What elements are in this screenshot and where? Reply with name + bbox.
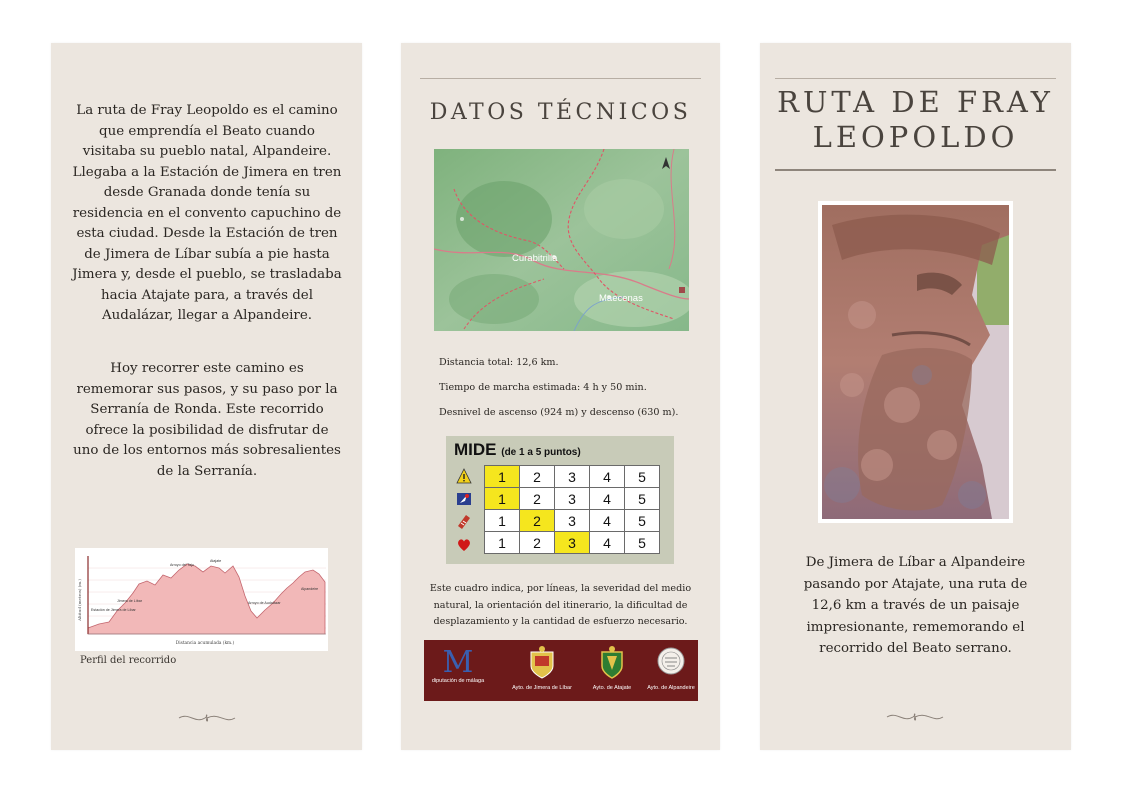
profile-place-label: Arroyo del Tajo — [170, 563, 194, 567]
mide-title — [454, 440, 581, 460]
distance-text: Distancia total: 12,6 km. — [439, 357, 559, 368]
right-panel — [760, 43, 1071, 750]
mide-cell: 4 — [590, 466, 625, 488]
watercolor-portrait — [818, 201, 1013, 523]
flourish-ornament-icon — [885, 709, 945, 723]
diputacion-logo — [428, 645, 488, 684]
diputacion-mark: M — [442, 645, 474, 680]
mide-row-itinerario — [485, 488, 660, 510]
mide-cell: 5 — [625, 466, 660, 488]
heart-icon — [456, 537, 472, 553]
mide-cell: 3 — [555, 532, 590, 554]
profile-caption: Perfil del recorrido — [80, 655, 177, 666]
mide-cell: 3 — [555, 466, 590, 488]
map-label: Curabitrilla — [512, 253, 558, 264]
mide-cell: 2 — [520, 532, 555, 554]
route-map — [434, 149, 689, 331]
mide-row-esfuerzo — [485, 532, 660, 554]
mide-title-main: MIDE — [454, 440, 497, 459]
top-rule — [775, 78, 1056, 79]
mide-cell: 5 — [625, 488, 660, 510]
mide-cell: 1 — [485, 532, 520, 554]
mide-cell: 2 — [520, 466, 555, 488]
left-panel — [51, 43, 362, 750]
atajate-logo — [590, 646, 634, 691]
mide-row-medio — [485, 466, 660, 488]
profile-place-label: Atajate — [210, 559, 222, 563]
profile-place-label: Estación de Jimera de Líbar — [91, 608, 136, 612]
map-marker-icon — [679, 287, 685, 293]
mide-cell: 2 — [520, 488, 555, 510]
warning-icon — [456, 468, 472, 484]
profile-y-label: Altitud (metros) (m.) — [77, 579, 82, 621]
mide-cell: 4 — [590, 510, 625, 532]
mide-subtitle: (de 1 a 5 puntos) — [501, 447, 581, 458]
profile-place-label: Arroyo de Audalázar — [248, 601, 281, 605]
compass-icon — [456, 491, 472, 507]
mide-description: Este cuadro indica, por líneas, la severidad del medio natural, la orientación del itinerario, la dificultad de desplazamiento y la cantidad de esfuerzo necesario. — [429, 583, 692, 627]
mide-cell: 4 — [590, 488, 625, 510]
jimera-logo — [512, 646, 572, 691]
mide-cell: 4 — [590, 532, 625, 554]
middle-panel — [401, 43, 720, 750]
coat-of-arms-icon — [599, 646, 625, 680]
profile-place-label: Alpandeire — [301, 587, 319, 591]
top-rule — [420, 78, 701, 79]
second-paragraph: Hoy recorrer este camino es rememorar sus pasos, y su paso por la Serranía de Ronda. Este recorrido ofrece la posibilidad de disfrutar de uno de los entornos más sobresalientes de la Serranía. — [73, 361, 341, 479]
map-label: Maecenas — [599, 293, 643, 304]
time-text: Tiempo de marcha estimada: 4 h y 50 min. — [439, 382, 647, 393]
mide-cell: 5 — [625, 510, 660, 532]
elevation-text: Desnivel de ascenso (924 m) y descenso (630 m). — [439, 407, 679, 418]
mide-row-desplazamiento — [485, 510, 660, 532]
flourish-ornament-icon — [177, 710, 237, 724]
logo-label: Ayto. de Alpandeire — [647, 685, 695, 691]
title-underline — [775, 169, 1056, 171]
mide-cell: 3 — [555, 510, 590, 532]
intro-paragraph: La ruta de Fray Leopoldo es el camino que emprendía el Beato cuando visitaba su pueblo natal, Alpandeire. Llegaba a la Estación de Jimera en tren desde Granada donde tenía su residencia en el convento capuchino de esta ciudad. Desde la Estación de tren de Jimera de Líbar subía a pie hasta Jimera y, desde el pueblo, se trasladaba hacia Atajate para, a través del Audalázar, llegar a Alpandeire. — [72, 103, 342, 323]
elevation-profile-chart — [75, 548, 328, 651]
alpandeire-logo — [646, 646, 696, 691]
mide-cell: 1 — [485, 466, 520, 488]
route-summary: De Jimera de Líbar a Alpandeire pasando por Atajate, una ruta de 12,6 km a través de un paisaje impresionante, rememorando el recorrido del Beato serrano. — [803, 555, 1028, 656]
coat-of-arms-icon — [529, 646, 555, 680]
seal-icon — [656, 646, 686, 680]
logo-label: diputación de málaga — [431, 678, 485, 684]
boot-icon — [456, 514, 472, 530]
sponsor-logos-band — [424, 640, 698, 701]
mide-cell: 2 — [520, 510, 555, 532]
profile-place-label: Jimera de Líbar — [117, 599, 142, 603]
section-title: DATOS TÉCNICOS — [429, 100, 692, 125]
mide-cell: 1 — [485, 510, 520, 532]
logo-label: Ayto. de Jimera de Líbar — [512, 685, 572, 691]
main-title: RUTA DE FRAY LEOPOLDO — [777, 85, 1054, 154]
mide-cell: 3 — [555, 488, 590, 510]
logo-label: Ayto. de Atajate — [592, 685, 632, 691]
mide-grid — [484, 465, 660, 554]
mide-table — [446, 436, 674, 564]
mide-cell: 5 — [625, 532, 660, 554]
profile-x-label: Distancia acumulada (km.) — [175, 641, 235, 646]
mide-cell: 1 — [485, 488, 520, 510]
